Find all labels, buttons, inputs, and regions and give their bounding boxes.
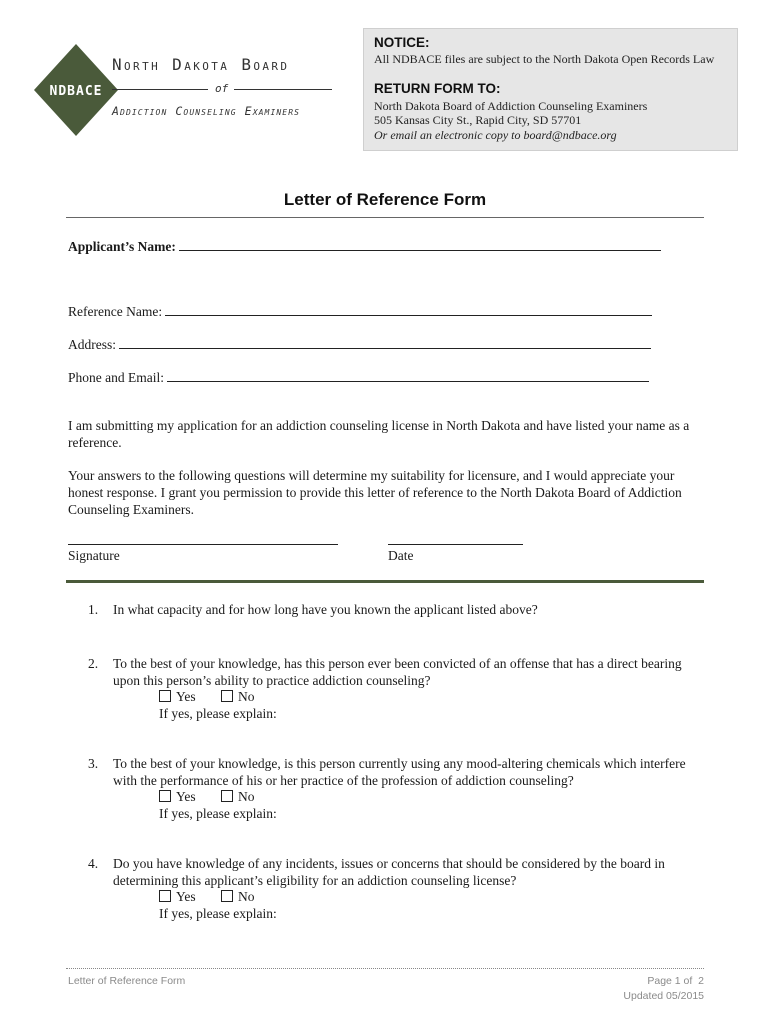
consent-paragraph: Your answers to the following questions will determine my suitability for licensure, and I would appreciate your honest response. I grant you permission to provide this letter of reference to the North Dakota Board of Addiction Counseling Examiners.: [68, 468, 682, 517]
no-label: No: [238, 689, 255, 704]
applicant-name-field: [68, 238, 661, 255]
logo-of-divider: [112, 83, 332, 95]
footer-page-number: Page 1 of 2: [647, 975, 704, 987]
q2-yes-checkbox[interactable]: [159, 690, 171, 702]
address-label: Address:: [68, 337, 116, 352]
return-address: 505 Kansas City St., Rapid City, SD 57701: [374, 113, 582, 127]
phone-email-field: [68, 369, 649, 386]
phone-email-label: Phone and Email:: [68, 370, 164, 385]
footer-form-name: Letter of Reference Form: [68, 975, 186, 987]
yes-label: Yes: [176, 889, 196, 904]
yes-label: Yes: [176, 789, 196, 804]
q2-explain-label: If yes, please explain:: [159, 706, 277, 721]
applicant-name-label: Applicant’s Name:: [68, 239, 176, 254]
reference-name-blank[interactable]: [165, 303, 652, 316]
q4-explain-label: If yes, please explain:: [159, 906, 277, 921]
signature-line[interactable]: [68, 544, 338, 545]
yes-label: Yes: [176, 689, 196, 704]
return-heading: RETURN FORM TO:: [374, 81, 501, 96]
question-text: In what capacity and for how long have you known the applicant listed above?: [113, 602, 538, 617]
question-number: 1.: [88, 602, 99, 617]
logo-title-line2: Addiction Counseling Examiners: [112, 104, 301, 118]
reference-name-field: [68, 303, 652, 320]
question-text: To the best of your knowledge, is this person currently using any mood-altering chemicals which interfere with the performance of his or her practice of the profession of addiction counseling?: [113, 756, 686, 788]
title-rule: [66, 217, 704, 218]
q2-no-checkbox[interactable]: [221, 690, 233, 702]
q4-yes-checkbox[interactable]: [159, 890, 171, 902]
return-email: Or email an electronic copy to board@ndbace.org: [374, 128, 617, 142]
no-label: No: [238, 789, 255, 804]
address-field: [68, 336, 651, 353]
q4-no-checkbox[interactable]: [221, 890, 233, 902]
logo-title-line1: North Dakota Board: [112, 55, 290, 74]
q3-yes-checkbox[interactable]: [159, 790, 171, 802]
notice-text: All NDBACE files are subject to the North Dakota Open Records Law: [374, 52, 715, 66]
return-org: North Dakota Board of Addiction Counseling Examiners: [374, 99, 648, 113]
q3-explain-label: If yes, please explain:: [159, 806, 277, 821]
date-label: Date: [388, 548, 414, 563]
intro-paragraph: I am submitting my application for an addiction counseling license in North Dakota and have listed your name as a reference.: [68, 418, 690, 450]
no-label: No: [238, 889, 255, 904]
q2-yes-no: [159, 689, 255, 705]
phone-email-blank[interactable]: [167, 369, 649, 382]
reference-name-label: Reference Name:: [68, 304, 163, 319]
question-number: 3.: [88, 756, 99, 771]
footer-updated-date: Updated 05/2015: [623, 990, 704, 1002]
date-line[interactable]: [388, 544, 523, 545]
section-divider: [66, 580, 704, 583]
form-title: Letter of Reference Form: [283, 190, 487, 209]
footer-rule: [66, 968, 704, 969]
q3-yes-no: [159, 789, 255, 805]
question-number: 2.: [88, 656, 99, 671]
logo-of-word: of: [215, 82, 229, 95]
question-text: Do you have knowledge of any incidents, issues or concerns that should be considered by the board in determining this applicant’s eligibility for an addiction counseling license?: [113, 856, 665, 888]
q4-yes-no: [159, 889, 255, 905]
notice-box: [363, 28, 738, 151]
address-blank[interactable]: [119, 336, 651, 349]
question-text: To the best of your knowledge, has this person ever been convicted of an offense that has a direct bearing upon this person’s ability to practice addiction counseling?: [113, 656, 682, 688]
notice-heading: NOTICE:: [374, 35, 430, 50]
q3-no-checkbox[interactable]: [221, 790, 233, 802]
applicant-name-blank[interactable]: [179, 238, 661, 251]
question-number: 4.: [88, 856, 99, 871]
logo-abbr: NDBACE: [49, 84, 103, 99]
signature-label: Signature: [68, 548, 120, 563]
